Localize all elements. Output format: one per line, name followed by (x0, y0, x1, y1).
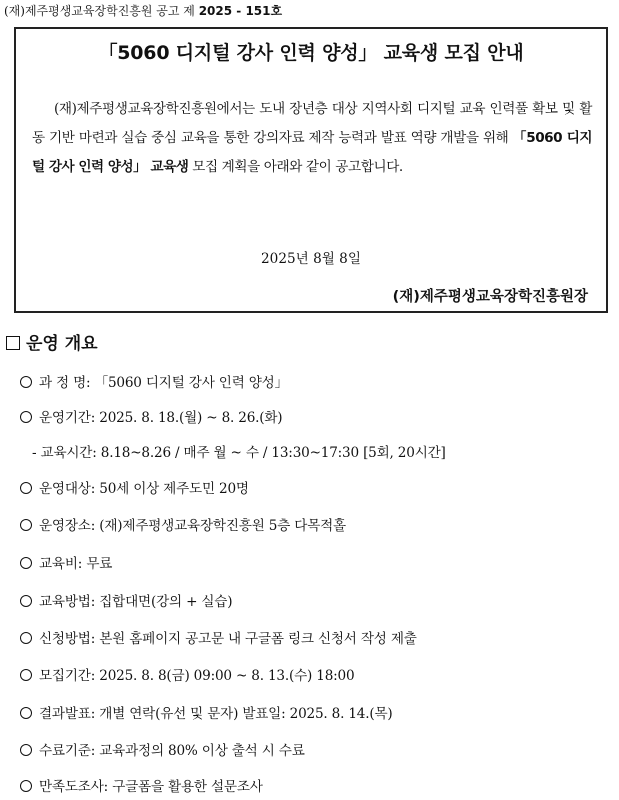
notice-number-value: 2025 - 151호 (198, 4, 283, 18)
circle-bullet-icon (20, 744, 32, 756)
item-value: 집합대면(강의 + 실습) (99, 594, 233, 610)
sub-list-item: - 교육시간: 8.18~8.26 / 매주 월 ~ 수 / 13:30~17:30 [5회, 20시간] (32, 445, 446, 461)
item-value: 구글폼을 활용한 설문조사 (112, 779, 263, 795)
list-item: 결과발표: 개별 연락(유선 및 문자) 발표일: 2025. 8. 14.(목) (20, 702, 393, 722)
item-label: 교육시간 (40, 445, 93, 461)
body-emphasis: 「5060 디지털 강사 인력 양성」 교육생 (32, 130, 592, 175)
circle-bullet-icon (20, 557, 32, 569)
list-item: 모집기간: 2025. 8. 8(금) 09:00 ~ 8. 13.(수) 18:00 (20, 664, 354, 684)
item-label: 운영대상 (39, 481, 91, 497)
announcement-signature: (재)제주평생교육장학진흥원장 (392, 289, 588, 305)
circle-bullet-icon (20, 376, 32, 388)
circle-bullet-icon (20, 411, 32, 423)
item-label: 모집기간 (39, 668, 91, 684)
item-value: 8.18~8.26 / 매주 월 ~ 수 / 13:30~17:30 [5회, 20시간] (100, 445, 446, 461)
square-bullet-icon (6, 336, 20, 350)
item-label: 수료기준 (39, 743, 91, 759)
announcement-title: 「5060 디지털 강사 인력 양성」 교육생 모집 안내 (98, 42, 524, 64)
item-value: 교육과정의 80% 이상 출석 시 수료 (99, 743, 305, 759)
announcement-date: 2025년 8월 8일 (261, 251, 361, 267)
item-label: 교육비 (39, 556, 78, 572)
list-item: 운영기간: 2025. 8. 18.(월) ~ 8. 26.(화) (20, 406, 282, 426)
section-title-text: 운영 개요 (26, 334, 98, 354)
item-value: 개별 연락(유선 및 문자) 발표일: 2025. 8. 14.(목) (99, 706, 393, 722)
body-text-before: (재)제주평생교육장학진흥원에서는 도내 장년층 대상 지역사회 디지털 교육 인력풀 확보 및 활동 기반 마련과 실습 중심 교육을 통한 강의자료 제작 능력과 발표 역량 개발을 위해 (32, 101, 592, 146)
item-label: 신청방법 (39, 631, 91, 647)
item-label: 만족도조사 (39, 779, 104, 795)
section-title (6, 329, 98, 354)
circle-bullet-icon (20, 707, 32, 719)
circle-bullet-icon (20, 669, 32, 681)
circle-bullet-icon (20, 780, 32, 792)
notice-number (4, 2, 282, 19)
list-item: 만족도조사: 구글폼을 활용한 설문조사 (20, 775, 263, 795)
item-value: 50세 이상 제주도민 20명 (99, 481, 249, 497)
item-label: 운영기간 (39, 410, 91, 426)
list-item: 신청방법: 본원 홈페이지 공고문 내 구글폼 링크 신청서 작성 제출 (20, 627, 417, 647)
item-value: (재)제주평생교육장학진흥원 5층 다목적홀 (99, 518, 346, 534)
announcement-body (32, 95, 592, 182)
item-value: 2025. 8. 8(금) 09:00 ~ 8. 13.(수) 18:00 (99, 668, 355, 684)
announcement-box (14, 27, 608, 313)
list-item: 교육방법: 집합대면(강의 + 실습) (20, 590, 232, 610)
item-value: 「5060 디지털 강사 인력 양성」 (94, 375, 289, 391)
circle-bullet-icon (20, 632, 32, 644)
item-label: 교육방법 (39, 594, 91, 610)
list-item: 수료기준: 교육과정의 80% 이상 출석 시 수료 (20, 739, 305, 759)
list-item: 운영장소: (재)제주평생교육장학진흥원 5층 다목적홀 (20, 514, 346, 534)
circle-bullet-icon (20, 595, 32, 607)
list-item: 운영대상: 50세 이상 제주도민 20명 (20, 477, 249, 497)
item-value: 2025. 8. 18.(월) ~ 8. 26.(화) (99, 410, 283, 426)
circle-bullet-icon (20, 519, 32, 531)
circle-bullet-icon (20, 482, 32, 494)
item-label: 결과발표 (39, 706, 91, 722)
list-item: 교육비: 무료 (20, 552, 112, 572)
notice-prefix: (재)제주평생교육장학진흥원 공고 제 (4, 4, 199, 18)
item-value: 무료 (86, 556, 113, 572)
list-item: 과 정 명: 「5060 디지털 강사 인력 양성」 (20, 371, 288, 391)
item-value: 본원 홈페이지 공고문 내 구글폼 링크 신청서 작성 제출 (99, 631, 417, 647)
item-label: 과 정 명 (39, 375, 87, 391)
item-label: 운영장소 (39, 518, 91, 534)
body-text-after: 모집 계획을 아래와 같이 공고합니다. (188, 159, 403, 175)
